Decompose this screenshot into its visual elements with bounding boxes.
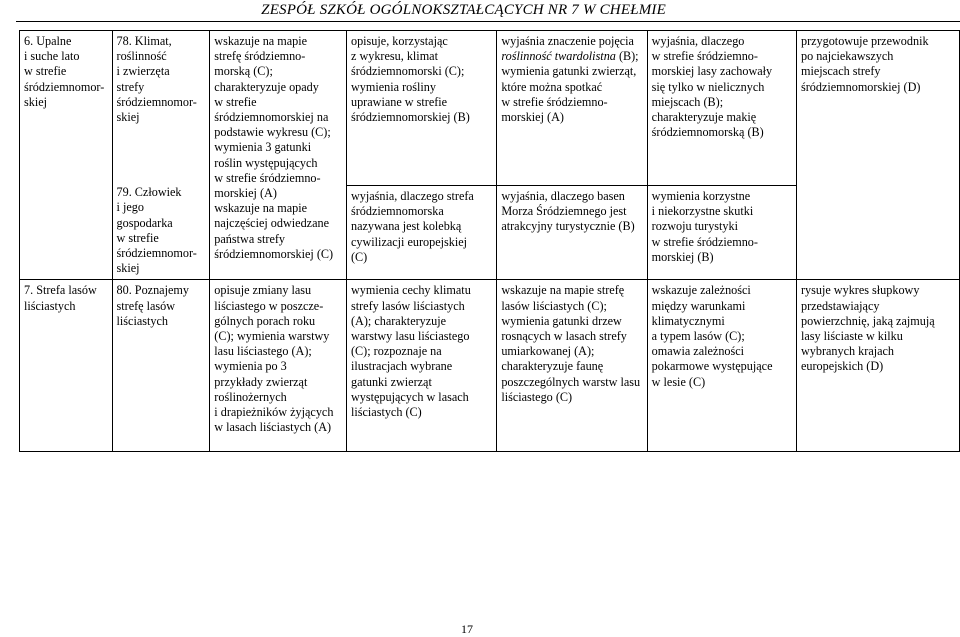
- requirements-subcell: [347, 31, 496, 186]
- requirements-cell: [497, 31, 647, 280]
- requirements-subcell: [497, 31, 646, 186]
- requirements-text: opisuje, korzystając z wykresu, klimat śródziemnomorski (C); wymienia rośliny uprawiane w strefie śródziemnomorskiej (B): [350, 34, 470, 125]
- requirements-text: wyjaśnia, dlaczego w strefie śródziemno- morskiej lasy zachowały się tylko w nielicznych miejscach (B); charakteryzuje makię śródziemnomorską (B): [651, 34, 773, 140]
- requirements-text: wyjaśnia, dlaczego strefa śródziemnomorska nazywana jest kolebką cywilizacji europejskiej (C): [350, 189, 474, 264]
- requirements-cell: [796, 31, 959, 280]
- table-row: [20, 31, 960, 280]
- requirements-cell: [647, 31, 796, 280]
- document-header: [0, 0, 960, 22]
- requirements-text: wyjaśnia znaczenie pojęcia roślinność twardolistna (B); wymienia gatunki zwierząt, które można spotkać w strefie śródziemno- morskiej (A): [501, 34, 639, 125]
- requirements-text: wymienia korzystne i niekorzystne skutki rozwoju turystyki w strefie śródziemno- morskiej (B): [651, 189, 758, 264]
- topic-title: 80. Poznajemy strefę lasów liściastych: [116, 283, 189, 328]
- requirements-cell: [346, 31, 496, 280]
- curriculum-table: [19, 30, 960, 452]
- requirements-cell: [210, 280, 347, 452]
- requirements-text: wyjaśnia, dlaczego basen Morza Śródziemnego jest atrakcyjny turystycznie (B): [501, 189, 635, 234]
- requirements-cell: [346, 280, 496, 452]
- chapter-title: 7. Strefa lasów liściastych: [24, 283, 97, 313]
- requirements-cell: [647, 280, 796, 452]
- topic-cell: [112, 31, 210, 280]
- header-rule: [16, 21, 960, 22]
- requirements-cell: [210, 31, 347, 280]
- topic-cell: [112, 280, 210, 452]
- topic-title: 79. Człowiek i jego gospodarka w strefie śródziemnomor- skiej: [116, 185, 197, 276]
- requirements-text: wskazuje na mapie najczęściej odwiedzane państwa strefy śródziemnomorskiej (C): [214, 201, 334, 261]
- requirements-text: wymienia cechy klimatu strefy lasów liściastych (A); charakteryzuje warstwy lasu liściastego (C); rozpoznaje na ilustracjach wybrane gatunki zwierząt występujących w lasach liściastych (C): [350, 283, 471, 420]
- chapter-cell: [20, 280, 113, 452]
- requirements-subcell: [648, 31, 796, 186]
- table-row: [20, 280, 960, 452]
- requirements-text: rysuje wykres słupkowy przedstawiający powierzchnię, jaką zajmują lasy liściaste w kilku wybranych krajach europejskich (D): [800, 283, 935, 374]
- requirements-subcell: [347, 186, 496, 268]
- chapter-title: 6. Upalne i suche lato w strefie śródziemnomor- skiej: [24, 34, 105, 109]
- school-name: ZESPÓŁ SZKÓŁ OGÓLNOKSZTAŁCĄCYCH NR 7 W CHEŁMIE: [261, 2, 666, 18]
- requirements-subcell: [497, 186, 646, 238]
- requirements-cell: [796, 280, 959, 452]
- requirements-subcell: [648, 186, 796, 268]
- page-number: 17: [461, 622, 473, 636]
- requirements-text: wskazuje na mapie strefę śródziemno- morską (C); charakteryzuje opady w strefie śródziemnomorskiej na podstawie wykresu (C); wymienia 3 gatunki roślin występujących w strefie śródziemno- morskiej (A): [214, 34, 331, 201]
- requirements-text: opisuje zmiany lasu liściastego w poszcze- gólnych porach roku (C); wymienia warstwy lasu liściastego (A); wymienia po 3 przykłady zwierząt roślinożernych i drapieżników żyjących w lasach liściastych (A): [214, 283, 334, 435]
- requirements-text: przygotowuje przewodnik po najciekawszych miejscach strefy śródziemnomorskiej (D): [800, 34, 929, 94]
- topic-title: 78. Klimat, roślinność i zwierzęta strefy śródziemnomor- skiej: [116, 34, 197, 125]
- requirements-cell: [497, 280, 647, 452]
- chapter-cell: [20, 31, 113, 280]
- requirements-text: wskazuje na mapie strefę lasów liściastych (C); wymienia gatunki drzew rosnących w lasach strefy umiarkowanej (A); charakteryzuje faunę poszczególnych warstw lasu liściastego (C): [501, 283, 641, 404]
- requirements-text: wskazuje zależności między warunkami klimatycznymi a typem lasów (C); omawia zależności pokarmowe występujące w lesie (C): [651, 283, 773, 389]
